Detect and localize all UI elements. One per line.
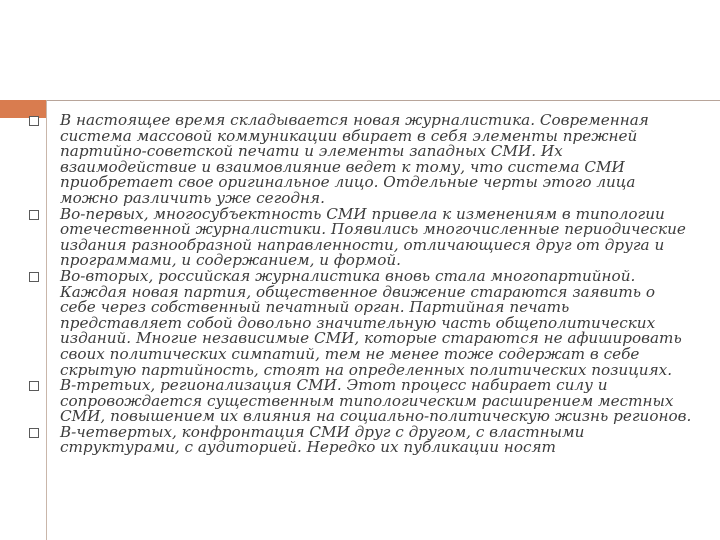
bullet-text: В настоящее время складывается новая журналистика. Современная система массовой коммуникации вбирает в себя элементы прежней партийно-советской печати и элементы западных СМИ. Их взаимодействие и взаимовлияние ведет к тому, что система СМИ приобретает свое оригинальное лицо. Отдельные черты этого лица можно различить уже сегодня. xyxy=(60,111,649,207)
bullet-box-icon xyxy=(29,381,39,391)
bullet-list xyxy=(28,113,694,456)
bullet-item xyxy=(28,204,694,270)
bullet-item xyxy=(28,422,694,457)
bullet-item xyxy=(28,113,694,207)
bullet-box-icon xyxy=(29,272,39,282)
bullet-text: В-третьих, регионализация СМИ. Этот процесс набирает силу и сопровождается существенным типологическим расширением местных СМИ, повышением их влияния на социально-политическую жизнь регионов. xyxy=(60,376,692,426)
bullet-item xyxy=(28,266,694,379)
bullet-box-icon xyxy=(29,210,39,220)
bullet-text: В-четвертых, конфронтация СМИ друг с другом, с властными структурами, с аудиторией. Нередко их публикации носят xyxy=(60,422,585,457)
bullet-item xyxy=(28,378,694,425)
bullet-text: Во-вторых, российская журналистика вновь стала многопартийной. Каждая новая партия, общественное движение стараются заявить о себе через собственный печатный орган. Партийная печать представляет собой довольно значительную часть общеполитических изданий. Многие независимые СМИ, которые стараются не афишировать своих политических симпатий, тем не менее тоже содержат в себе скрытую партийность, стоят на определенных политических позициях. xyxy=(60,266,682,379)
bullet-box-icon xyxy=(29,116,39,126)
bullet-box-icon xyxy=(29,428,39,438)
bullet-text: Во-первых, многосубъектность СМИ привела к изменениям в типологии отечественной журналистики. Появились многочисленные периодические издания разнообразной направленности, отличающиеся друг от друга и программами, и содержанием, и формой. xyxy=(60,204,686,270)
